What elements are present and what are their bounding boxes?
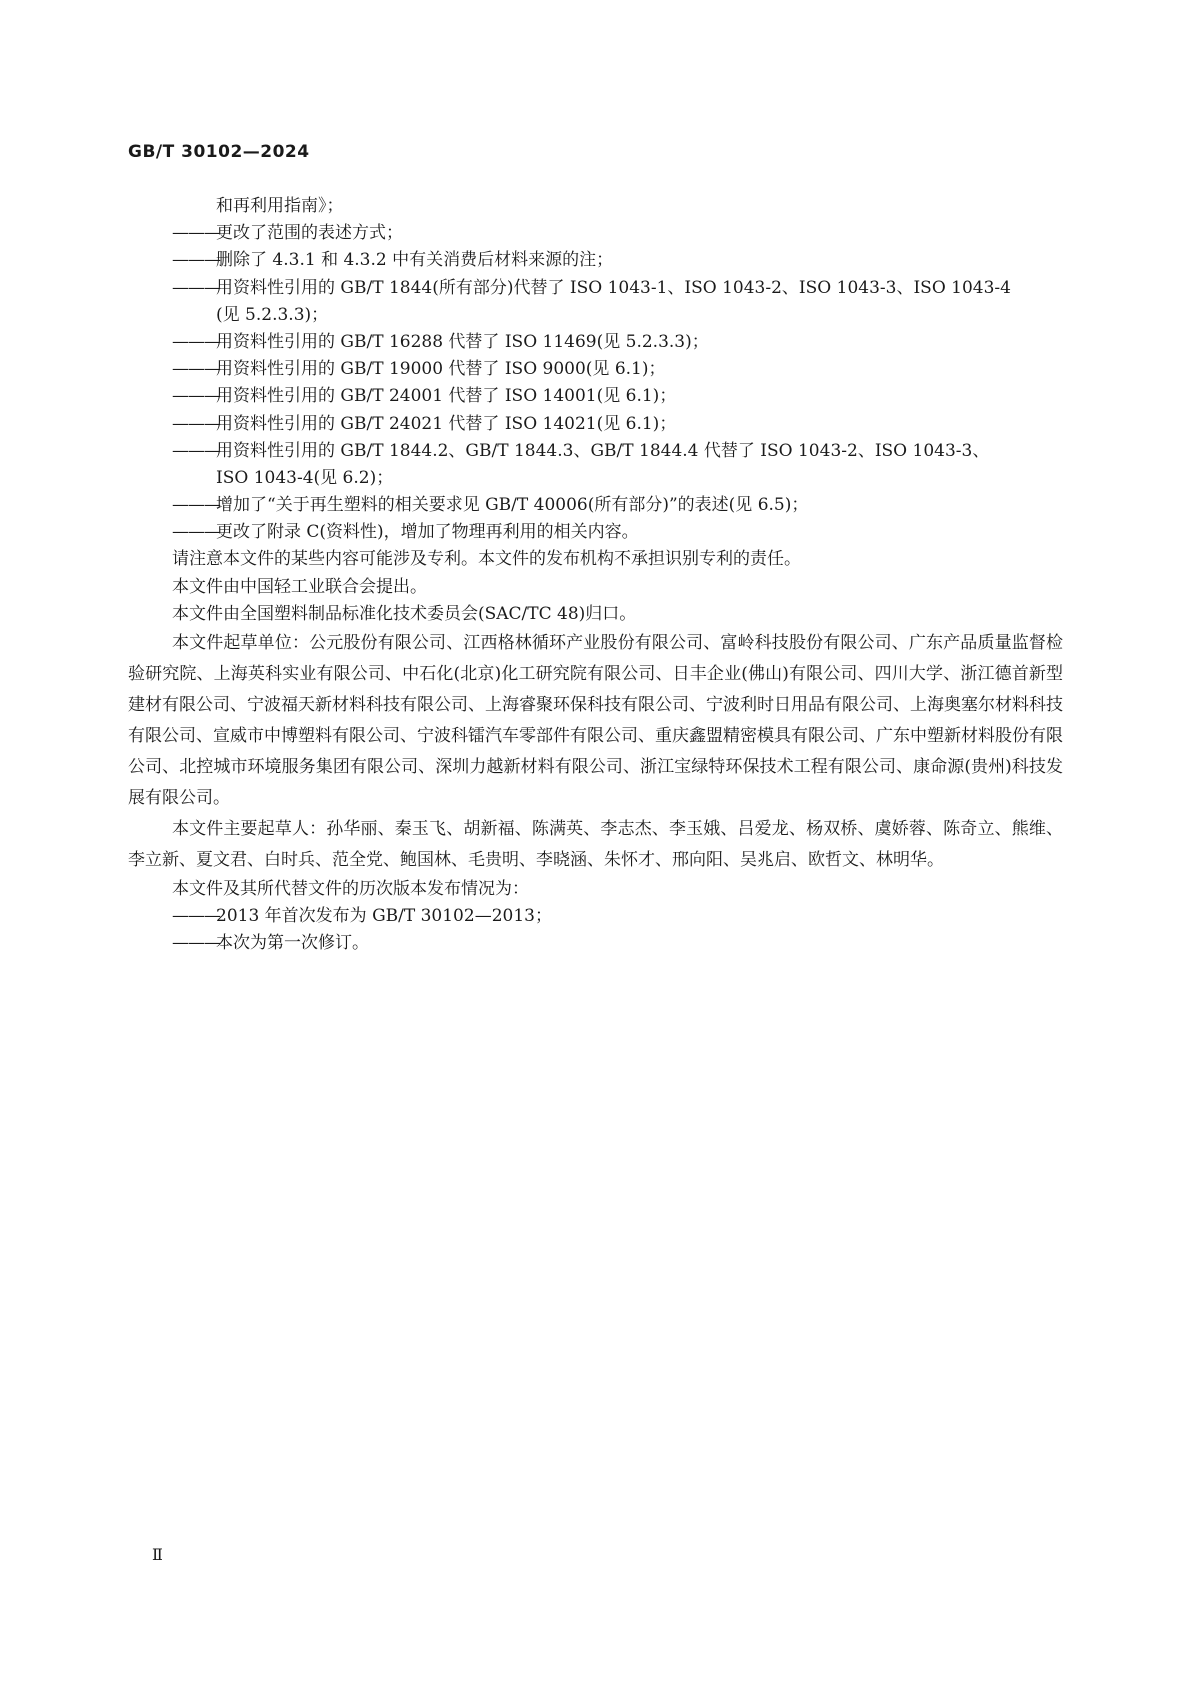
amendment-item-text: 更改了附录 C(资料性)，增加了物理再利用的相关内容。 [216, 522, 639, 543]
amendment-item [128, 275, 1063, 302]
amendment-item-text: 增加了“关于再生塑料的相关要求见 GB/T 40006(所有部分)”的表述(见 6.5)； [216, 495, 809, 516]
dash-marker: ——— [172, 522, 220, 543]
amendment-item-text: 用资料性引用的 GB/T 24001 代替了 ISO 14001(见 6.1)； [216, 386, 677, 407]
dash-marker: ——— [172, 223, 220, 244]
history-intro: 本文件及其所代替文件的历次版本发布情况为： [172, 879, 529, 899]
history-item [128, 903, 1063, 930]
dash-marker: ——— [172, 277, 220, 298]
body-paragraph: 请注意本文件的某些内容可能涉及专利。本文件的发布机构不承担识别专利的责任。 [172, 549, 801, 570]
history-item-text: 本次为第一次修订。 [216, 933, 369, 954]
amendment-item [128, 492, 1063, 519]
dash-marker: ——— [172, 359, 220, 380]
amendment-item [128, 356, 1063, 383]
amendment-list [128, 193, 1063, 628]
history-item [128, 930, 1063, 957]
history-item-text: 2013 年首次发布为 GB/T 30102—2013； [216, 906, 552, 927]
amendment-item-text: 删除了 4.3.1 和 4.3.2 中有关消费后材料来源的注； [216, 250, 614, 271]
page-number: Ⅱ [152, 1545, 163, 1564]
continuation-line: ISO 1043-4(见 6.2)； [216, 467, 394, 488]
dash-marker: ——— [172, 250, 220, 271]
amendment-item [128, 329, 1063, 356]
dash-marker: ——— [172, 495, 220, 516]
amendment-item [128, 411, 1063, 438]
body-paragraph: 本文件由中国轻工业联合会提出。 [172, 576, 427, 597]
dash-marker: ——— [172, 331, 220, 352]
dash-marker: ——— [172, 906, 220, 927]
continuation-line: 和再利用指南》； [216, 196, 344, 216]
drafting-units-paragraph: 本文件起草单位：公元股份有限公司、江西格林循环产业股份有限公司、富岭科技股份有限公司、广东产品质量监督检验研究院、上海英科实业有限公司、中石化(北京)化工研究院有限公司、日丰企业(佛山)有限公司、四川大学、浙江德首新型建材有限公司、宁波福天新材料科技有限公司、上海睿聚环保科技有限公司、宁波利时日用品有限公司、上海奥塞尔材料科技有限公司、宣威市中博塑料有限公司、宁波科镭汽车零部件有限公司、重庆鑫盟精密模具有限公司、广东中塑新材料股份有限公司、北控城市环境服务集团有限公司、深圳力越新材料有限公司、浙江宝绿特环保技术工程有限公司、康命源(贵州)科技发展有限公司。 [128, 633, 1063, 808]
amendment-item [128, 247, 1063, 274]
document-number: GB/T 30102—2024 [128, 142, 310, 162]
amendment-item [128, 438, 1063, 465]
amendment-item-text: 用资料性引用的 GB/T 24021 代替了 ISO 14021(见 6.1)； [216, 413, 677, 434]
amendment-item [128, 519, 1063, 546]
page-body [128, 193, 1063, 958]
amendment-item-text: 用资料性引用的 GB/T 1844(所有部分)代替了 ISO 1043-1、ISO 1043-2、ISO 1043-3、ISO 1043-4 [216, 277, 1011, 298]
drafters-paragraph: 本文件主要起草人：孙华丽、秦玉飞、胡新福、陈满英、李志杰、李玉娥、吕爱龙、杨双桥、虞娇蓉、陈奇立、熊维、李立新、夏文君、白时兵、范全党、鲍国林、毛贵明、李晓涵、朱怀才、邢向阳、吴兆启、欧哲文、林明华。 [128, 819, 1063, 870]
dash-marker: ——— [172, 413, 220, 434]
dash-marker: ——— [172, 933, 220, 954]
amendment-item [128, 383, 1063, 410]
continuation-line: (见 5.2.3.3)； [216, 304, 329, 325]
amendment-item-text: 更改了范围的表述方式； [216, 223, 403, 244]
dash-marker: ——— [172, 386, 220, 407]
dash-marker: ——— [172, 440, 220, 461]
amendment-item-text: 用资料性引用的 GB/T 19000 代替了 ISO 9000(见 6.1)； [216, 359, 666, 380]
body-paragraph: 本文件由全国塑料制品标准化技术委员会(SAC/TC 48)归口。 [172, 603, 637, 624]
amendment-item-text: 用资料性引用的 GB/T 1844.2、GB/T 1844.3、GB/T 1844.4 代替了 ISO 1043-2、ISO 1043-3、 [216, 440, 990, 461]
amendment-item [128, 220, 1063, 247]
amendment-item-text: 用资料性引用的 GB/T 16288 代替了 ISO 11469(见 5.2.3.3)； [216, 331, 709, 352]
